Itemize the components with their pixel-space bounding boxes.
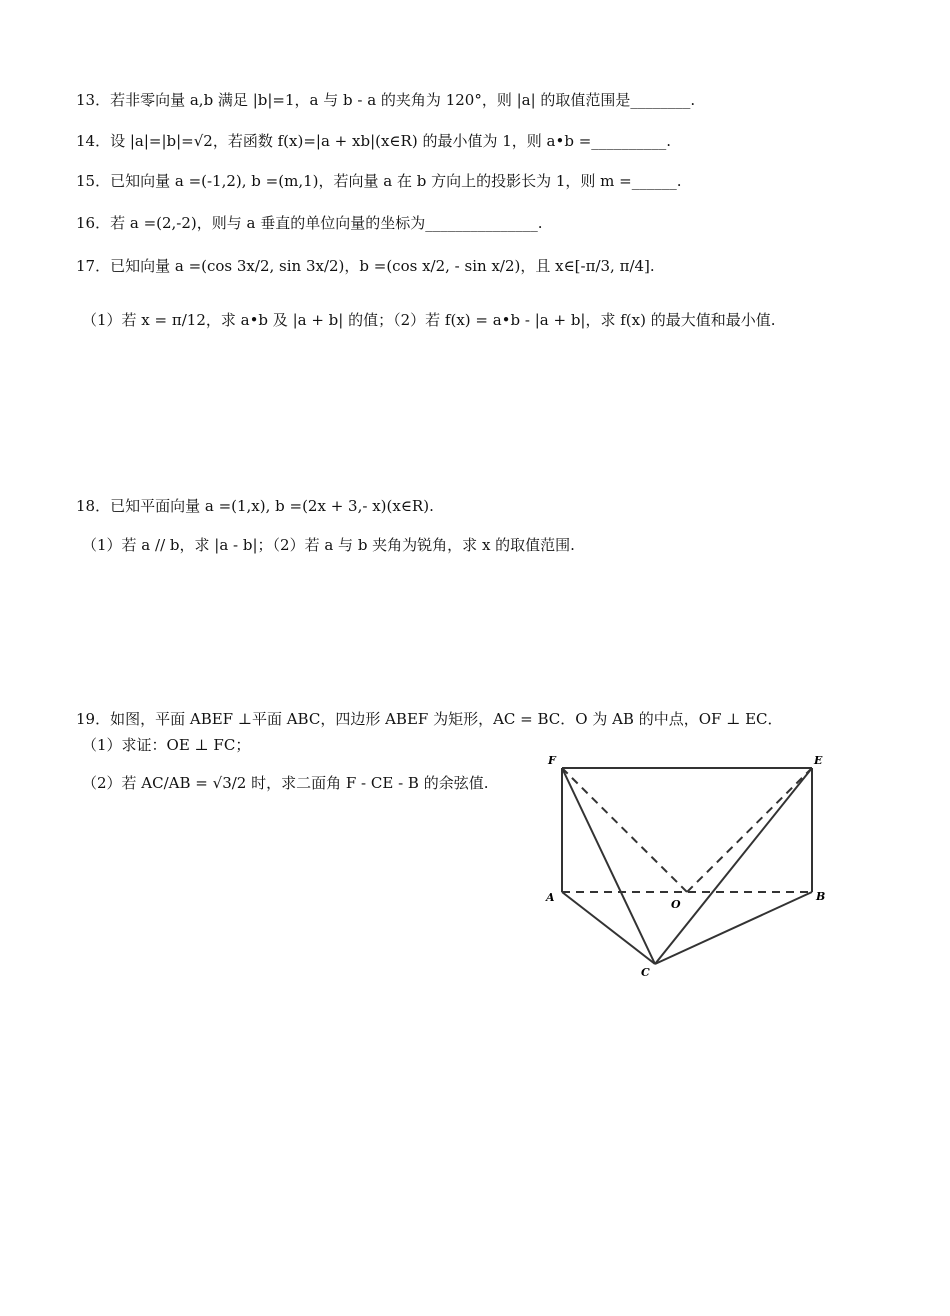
vertex-label-A: A: [546, 891, 555, 904]
problem-17-subquestions: （1）若 x = π/12，求 a•b 及 |a + b| 的值；（2）若 f(x) = a•b - |a + b|，求 f(x) 的最大值和最小值.: [82, 311, 776, 329]
problem-13: 13．若非零向量 a,b 满足 |b|=1，a 与 b - a 的夹角为 120°，则 |a| 的取值范围是________.: [76, 91, 696, 109]
problem-19: 19．如图，平面 ABEF ⊥平面 ABC，四边形 ABEF 为矩形，AC = BC．O 为 AB 的中点，OF ⊥ EC．: [76, 710, 783, 728]
problem-18: 18．已知平面向量 a =(1,x), b =(2x + 3,- x)(x∈R).: [76, 497, 434, 515]
problem-17: 17．已知向量 a =(cos 3x/2, sin 3x/2)，b =(cos x/2, - sin x/2)，且 x∈[-π/3, π/4].: [76, 257, 655, 275]
vertex-label-C: C: [641, 966, 650, 979]
vertex-label-E: E: [814, 754, 823, 767]
problem-19-subquestion-1: （1）求证：OE ⊥ FC；: [82, 736, 251, 754]
problem-14: 14．设 |a|=|b|=√2，若函数 f(x)=|a + xb|(x∈R) 的最小值为 1，则 a•b =__________.: [76, 132, 672, 150]
edge-EC: [655, 768, 812, 964]
edge-FO-dashed: [562, 768, 687, 892]
vertex-label-B: B: [816, 890, 826, 903]
edge-AC: [562, 892, 655, 964]
edge-FC: [562, 768, 655, 964]
edge-EO-dashed: [687, 768, 812, 892]
problem-15: 15．已知向量 a =(-1,2), b =(m,1)，若向量 a 在 b 方向上的投影长为 1，则 m =______.: [76, 172, 682, 190]
vertex-label-O: O: [671, 898, 681, 911]
vertex-label-F: F: [548, 754, 556, 767]
geometry-figure: [540, 748, 840, 992]
rectangle-pyramid-diagram: [540, 748, 840, 988]
problem-19-subquestion-2: （2）若 AC/AB = √3/2 时，求二面角 F - CE - B 的余弦值.: [82, 774, 489, 792]
problem-18-subquestions: （1）若 a // b，求 |a - b|；（2）若 a 与 b 夹角为锐角，求 x 的取值范围.: [82, 536, 575, 554]
problem-16: 16．若 a =(2,-2)，则与 a 垂直的单位向量的坐标为_______________.: [76, 214, 543, 232]
